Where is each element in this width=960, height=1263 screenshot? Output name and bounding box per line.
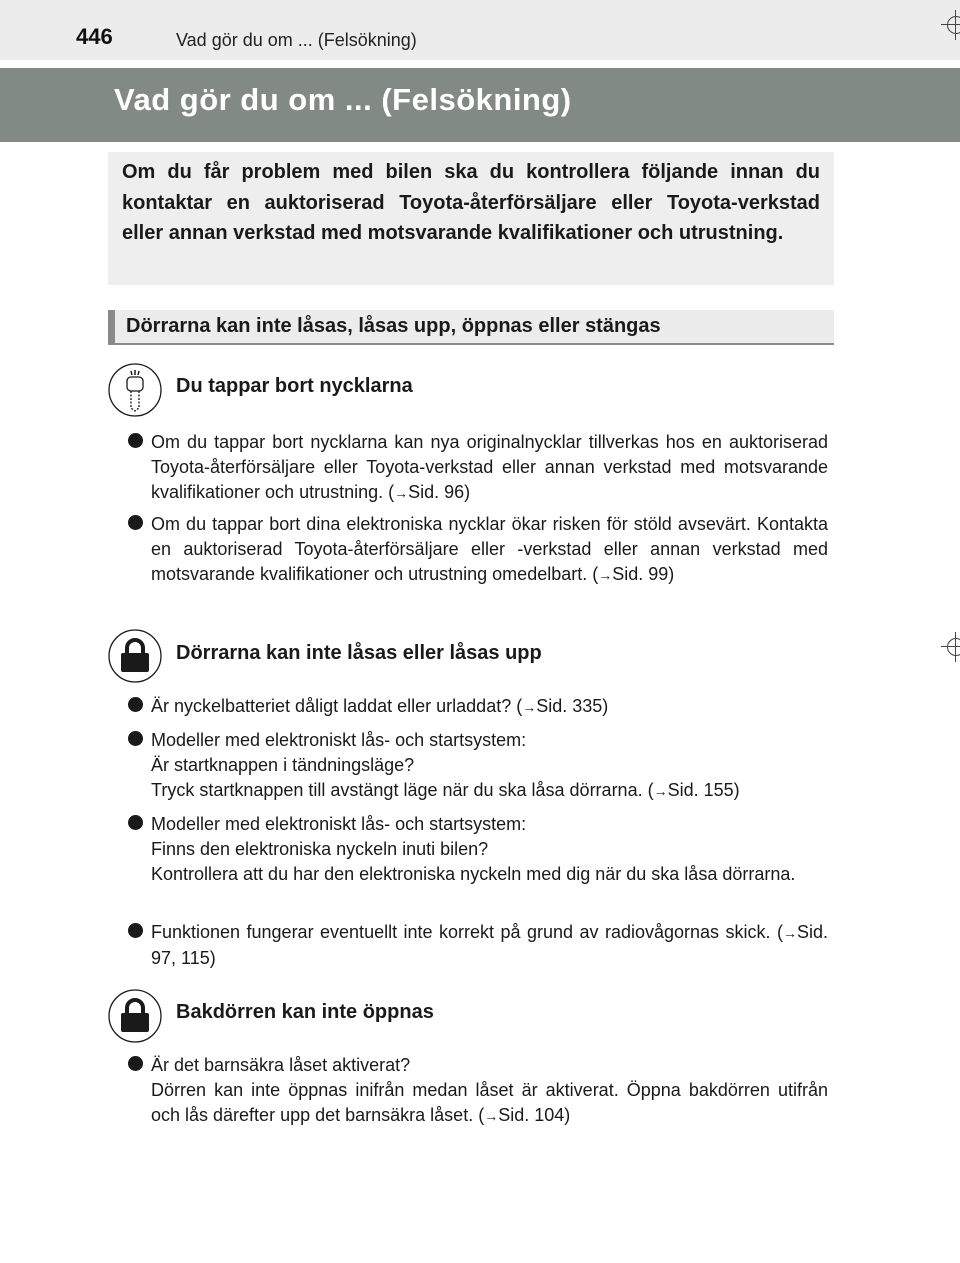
item-text: Är startknappen i tändningsläge? [151, 755, 415, 775]
arrow-icon: → [782, 925, 797, 941]
list-item: Om du tappar bort dina elektroniska nycklar ökar risken för stöld avsevärt. Kontakta en auktoriserad Toyota-återförsäljare eller -verkstad eller annan verkstad med motsvarande kvalifikationer och utrustning omedelbart. (→Sid. 99) [128, 512, 828, 588]
item-text: Är det barnsäkra låset aktiverat? [151, 1055, 411, 1075]
bullet-icon [128, 815, 143, 830]
item-text: Är nyckelbatteriet dåligt laddat eller urladdat? ( [151, 696, 523, 716]
arrow-icon: → [653, 783, 668, 799]
item-text: Finns den elektroniska nyckeln inuti bilen? [151, 839, 489, 859]
item-text: Funktionen fungerar eventuellt inte korrekt på grund av radiovågornas skick. ( [151, 922, 783, 942]
page-reference: Sid. 99 [612, 564, 669, 584]
header-band [0, 0, 960, 60]
item-text: Modeller med elektroniskt lås- och startsystem: [151, 814, 527, 834]
arrow-icon: → [394, 485, 409, 501]
item-text: Dörren kan inte öppnas inifrån medan låset är aktiverat. Öppna bakdörren utifrån och lås därefter upp det barnsäkra låset. ( [151, 1080, 828, 1125]
page-reference: Sid. 97, 115 [151, 922, 828, 968]
item-text: Kontrollera att du har den elektroniska nyckeln med dig när du ska låsa dörrarna. [151, 864, 796, 884]
page-number: 446 [76, 24, 113, 49]
subsection-title: Bakdörren kan inte öppnas [176, 1001, 434, 1023]
crop-mark-icon [941, 10, 960, 40]
running-head: Vad gör du om ... (Felsökning) [176, 30, 417, 50]
bullet-icon [128, 1056, 143, 1071]
section-heading [108, 310, 834, 345]
bullet-icon [128, 731, 143, 746]
arrow-icon: → [522, 699, 537, 715]
page-reference: Sid. 96 [408, 482, 465, 502]
item-text: Om du tappar bort dina elektroniska nycklar ökar risken för stöld avsevärt. Kontakta en auktoriserad Toyota-återförsäljare eller -verkstad eller annan verkstad med motsvarande kvalifikationer och utrustning omedelbart. ( [151, 514, 828, 584]
list-item [128, 812, 828, 887]
intro-box [108, 152, 834, 285]
bullet-icon [128, 515, 143, 530]
lock-icon [108, 989, 162, 1043]
crop-mark-icon [941, 632, 960, 662]
page-reference: Sid. 155 [667, 780, 734, 800]
item-text: Modeller med elektroniskt lås- och startsystem: [151, 730, 527, 750]
item-text: Om du tappar bort nycklarna kan nya originalnycklar tillverkas hos en auktoriserad Toyota-återförsäljare eller Toyota-verkstad eller annan verkstad med motsvarande kvalifikationer och utrustning. ( [151, 432, 828, 502]
subsection-title: Du tappar bort nycklarna [176, 375, 413, 397]
page-title: Vad gör du om ... (Felsökning) [114, 82, 572, 117]
page-reference: Sid. 335 [536, 696, 603, 716]
bullet-icon [128, 923, 143, 938]
item-text: Tryck startknappen till avstängt läge när du ska låsa dörrarna. ( [151, 780, 654, 800]
section-title: Dörrarna kan inte låsas, låsas upp, öppnas eller stängas [126, 315, 661, 337]
lock-icon [108, 629, 162, 683]
list-item: Om du tappar bort nycklarna kan nya originalnycklar tillverkas hos en auktoriserad Toyota-återförsäljare eller Toyota-verkstad eller annan verkstad med motsvarande kvalifikationer och utrustning. (→Sid. 96) [128, 430, 828, 506]
subsection-title: Dörrarna kan inte låsas eller låsas upp [176, 642, 542, 664]
arrow-icon: → [598, 567, 613, 583]
key-icon [108, 363, 162, 417]
arrow-icon: → [484, 1108, 499, 1124]
list-item: Funktionen fungerar eventuellt inte korrekt på grund av radiovågornas skick. (→Sid. 97, 115) [128, 920, 828, 971]
page-reference: Sid. 104 [498, 1105, 565, 1125]
intro-text: Om du får problem med bilen ska du kontrollera följande innan du kontaktar en auktoriserad Toyota-återförsäljare eller Toyota-verkstad eller annan verkstad med motsvarande kvalifikationer och utrustning. [122, 161, 820, 244]
bullet-icon [128, 433, 143, 448]
list-item: Är nyckelbatteriet dåligt laddat eller urladdat? (→Sid. 335) [128, 694, 828, 720]
list-item: Modeller med elektroniskt lås- och startsystem: Är startknappen i tändningsläge? Tryck startknappen till avstängt läge när du ska låsa dörrarna. (→Sid. 155) [128, 728, 828, 804]
bullet-icon [128, 697, 143, 712]
list-item: Är det barnsäkra låset aktiverat? Dörren kan inte öppnas inifrån medan låset är aktiverat. Öppna bakdörren utifrån och lås därefter upp det barnsäkra låset. (→Sid. 104) [128, 1053, 828, 1129]
